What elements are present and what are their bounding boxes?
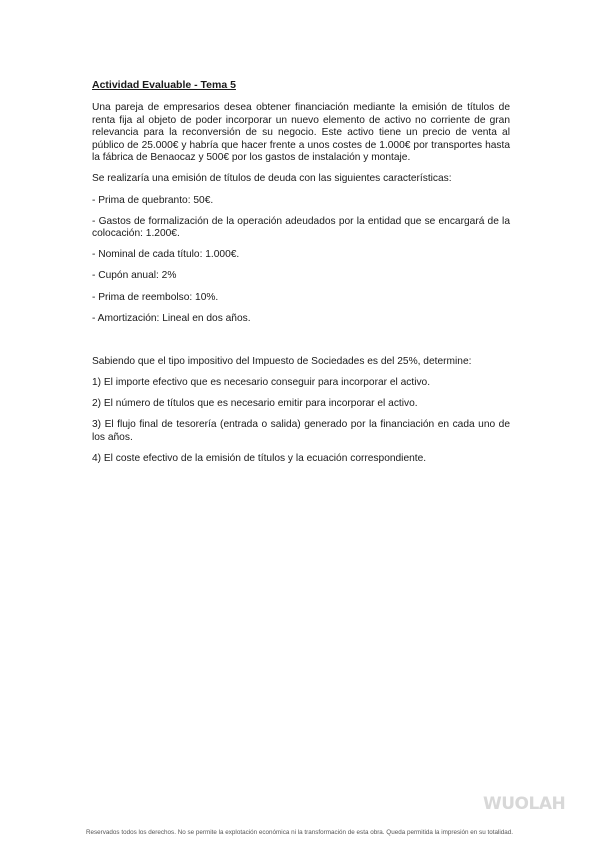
question-item: 4) El coste efectivo de la emisión de títulos y la ecuación correspondiente.	[92, 452, 427, 464]
rights-footer: Reservados todos los derechos. No se permite la explotación económica ni la transformación de esta obra. Queda permitida la impresión en su totalidad.	[85, 829, 514, 836]
wuolah-logo: WUOLAH	[483, 794, 566, 814]
tax-intro: Sabiendo que el tipo impositivo del Impuesto de Sociedades es del 25%, determine:	[92, 355, 472, 367]
characteristic-item: - Amortización: Lineal en dos años.	[92, 312, 251, 324]
characteristic-item: - Prima de quebranto: 50€.	[92, 194, 214, 206]
characteristic-item: - Cupón anual: 2%	[92, 270, 177, 282]
question-item: 1) El importe efectivo que es necesario conseguir para incorporar el activo.	[92, 376, 431, 388]
emission-intro: Se realizaría una emisión de títulos de deuda con las siguientes características:	[92, 173, 452, 185]
characteristic-item: - Nominal de cada título: 1.000€.	[92, 249, 240, 261]
document-body	[92, 78, 510, 474]
document-title: Actividad Evaluable - Tema 5	[92, 79, 236, 91]
section-gap	[92, 334, 510, 356]
characteristic-item: - Gastos de formalización de la operación adeudados por la entidad que se encargará de la colocación: 1.200€.	[92, 215, 510, 240]
characteristic-item: - Prima de reembolso: 10%.	[92, 291, 219, 303]
question-item: 2) El número de títulos que es necesario emitir para incorporar el activo.	[92, 397, 418, 409]
question-item: 3) El flujo final de tesorería (entrada o salida) generado por la financiación en cada uno de los años.	[92, 419, 510, 443]
intro-paragraph: Una pareja de empresarios desea obtener financiación mediante la emisión de títulos de renta fija al objeto de poder incorporar un nuevo elemento de activo no corriente de gran relevancia para la reconversión de su negocio. Este activo tiene un precio de venta al público de 25.000€ y habría que hacer frente a unos costes de 1.000€ por transportes hasta la fábrica de Benaocaz y 500€ por los gastos de instalación y montaje.	[92, 102, 510, 164]
